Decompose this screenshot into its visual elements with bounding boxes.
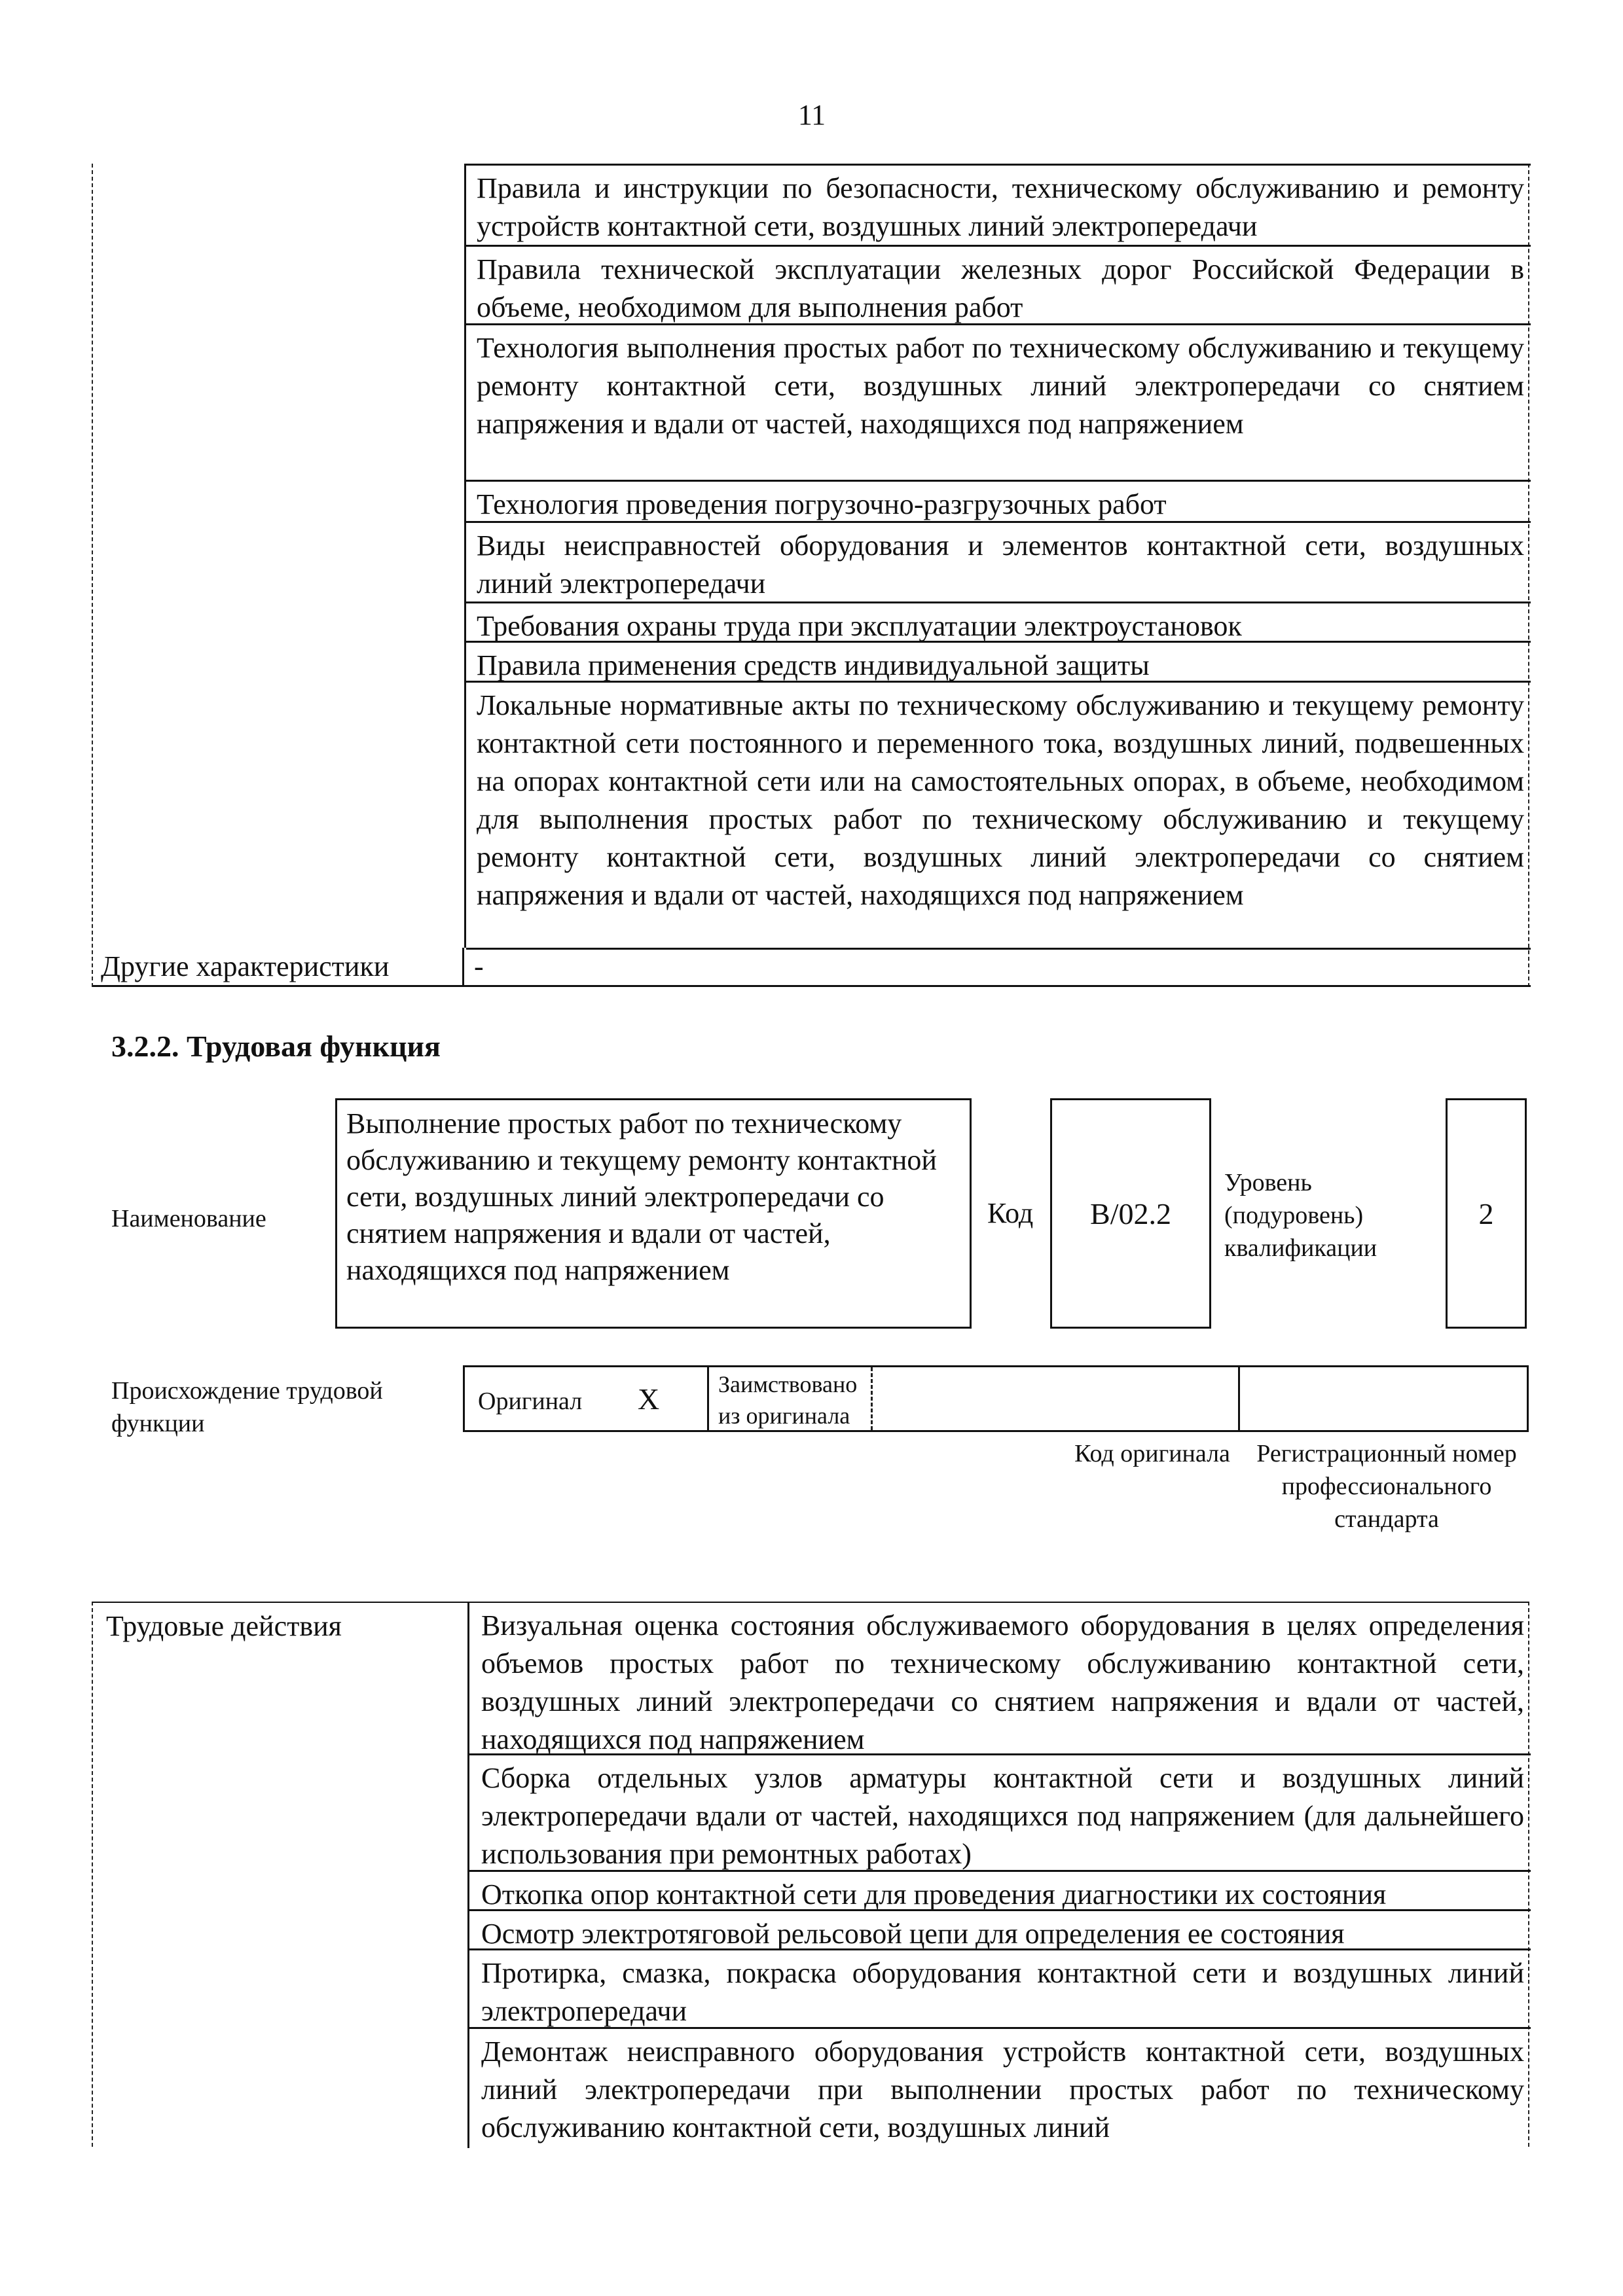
registration-number-caption: Регистрационный номер профессионального стандарта — [1256, 1440, 1517, 1533]
knowledge-row: Правила технической эксплуатации железных дорог Российской Федерации в объеме, необходимом для выполнения работ — [466, 247, 1531, 325]
page-number: 11 — [797, 99, 826, 131]
section-title: 3.2.2. Трудовая функция — [111, 1030, 441, 1063]
origin-original-cell — [465, 1367, 707, 1430]
function-name: Выполнение простых работ по техническому обслуживанию и текущему ремонту контактной сети, воздушных линий электропередачи со снятием напряжения и вдали от частей, находящихся под напряжением — [335, 1098, 972, 1329]
knowledge-row: Требования охраны труда при эксплуатации электроустановок — [466, 603, 1531, 643]
origin-label-text: Происхождение трудовой функции — [111, 1377, 383, 1437]
knowledge-row: Технология проведения погрузочно-разгрузочных работ — [466, 482, 1531, 523]
level-label-text: Уровень (подуровень) квалификации — [1224, 1169, 1377, 1262]
code-original-caption: Код оригинала — [1074, 1440, 1230, 1467]
labor-action-row: Визуальная оценка состояния обслуживаемого оборудования в целях определения объемов простых работ по техническому обслуживанию контактной сети, воздушных линий электропередачи со снятием напряжения и вдали от частей, находящихся под напряжением — [469, 1603, 1531, 1755]
labor-actions-table — [92, 1602, 1529, 2147]
knowledge-row: Правила и инструкции по безопасности, техническому обслуживанию и ремонту устройств контактной сети, воздушных линий электропередачи — [466, 166, 1531, 247]
level-label — [1224, 1166, 1434, 1265]
labor-action-row: Сборка отдельных узлов арматуры контактной сети и воздушных линий электропередачи вдали от частей, находящихся под напряжением (для дальнейшего использования при ремонтных работах) — [469, 1755, 1531, 1872]
borrowed-label: Заимствовано из оригинала — [718, 1371, 858, 1429]
labor-actions-label: Трудовые действия — [106, 1610, 342, 1642]
origin-label — [111, 1374, 439, 1440]
knowledge-row: Технология выполнения простых работ по техническому обслуживанию и текущему ремонту контактной сети, воздушных линий электропередачи со снятием напряжения и вдали от частей, находящихся под напряжением — [466, 325, 1531, 482]
code-label: Код — [987, 1197, 1034, 1229]
knowledge-row: Локальные нормативные акты по техническому обслуживанию и текущему ремонту контактной сети постоянного и переменного тока, воздушных линий, подвешенных на опорах контактной сети или на самостоятельных опорах, в объеме, необходимом для выполнения простых работ по техническому обслуживанию и текущему ремонту контактной сети, воздушных линий электропередачи со снятием напряжения и вдали от частей, находящихся под напряжением — [466, 683, 1531, 950]
knowledge-table — [92, 164, 1529, 987]
labor-action-row: Откопка опор контактной сети для проведения диагностики их состояния — [469, 1872, 1531, 1911]
labor-actions-column — [467, 1603, 1531, 2148]
origin-divider — [1238, 1367, 1240, 1430]
other-characteristics-label: Другие характеристики — [93, 948, 464, 985]
qualification-level: 2 — [1446, 1098, 1527, 1329]
knowledge-row: Правила применения средств индивидуальной защиты — [466, 643, 1531, 683]
labor-action-row: Осмотр электротяговой рельсовой цепи для определения ее состояния — [469, 1911, 1531, 1950]
knowledge-row: Виды неисправностей оборудования и элементов контактной сети, воздушных линий электропередачи — [466, 523, 1531, 603]
other-characteristics-value: - — [474, 950, 484, 982]
name-label: Наименование — [111, 1205, 266, 1232]
original-mark: X — [638, 1382, 660, 1416]
labor-action-row: Демонтаж неисправного оборудования устройств контактной сети, воздушных линий электропередачи при выполнении простых работ по техническому обслуживанию контактной сети, воздушных линий — [481, 2036, 1524, 2144]
other-characteristics-row — [93, 948, 1531, 987]
origin-row — [463, 1365, 1529, 1432]
origin-borrowed-cell — [707, 1367, 873, 1430]
knowledge-column — [464, 164, 1531, 948]
labor-action-row: Протирка, смазка, покраска оборудования контактной сети и воздушных линий электропередачи — [469, 1950, 1531, 2029]
function-code: B/02.2 — [1050, 1098, 1211, 1329]
original-label: Оригинал — [478, 1388, 583, 1415]
